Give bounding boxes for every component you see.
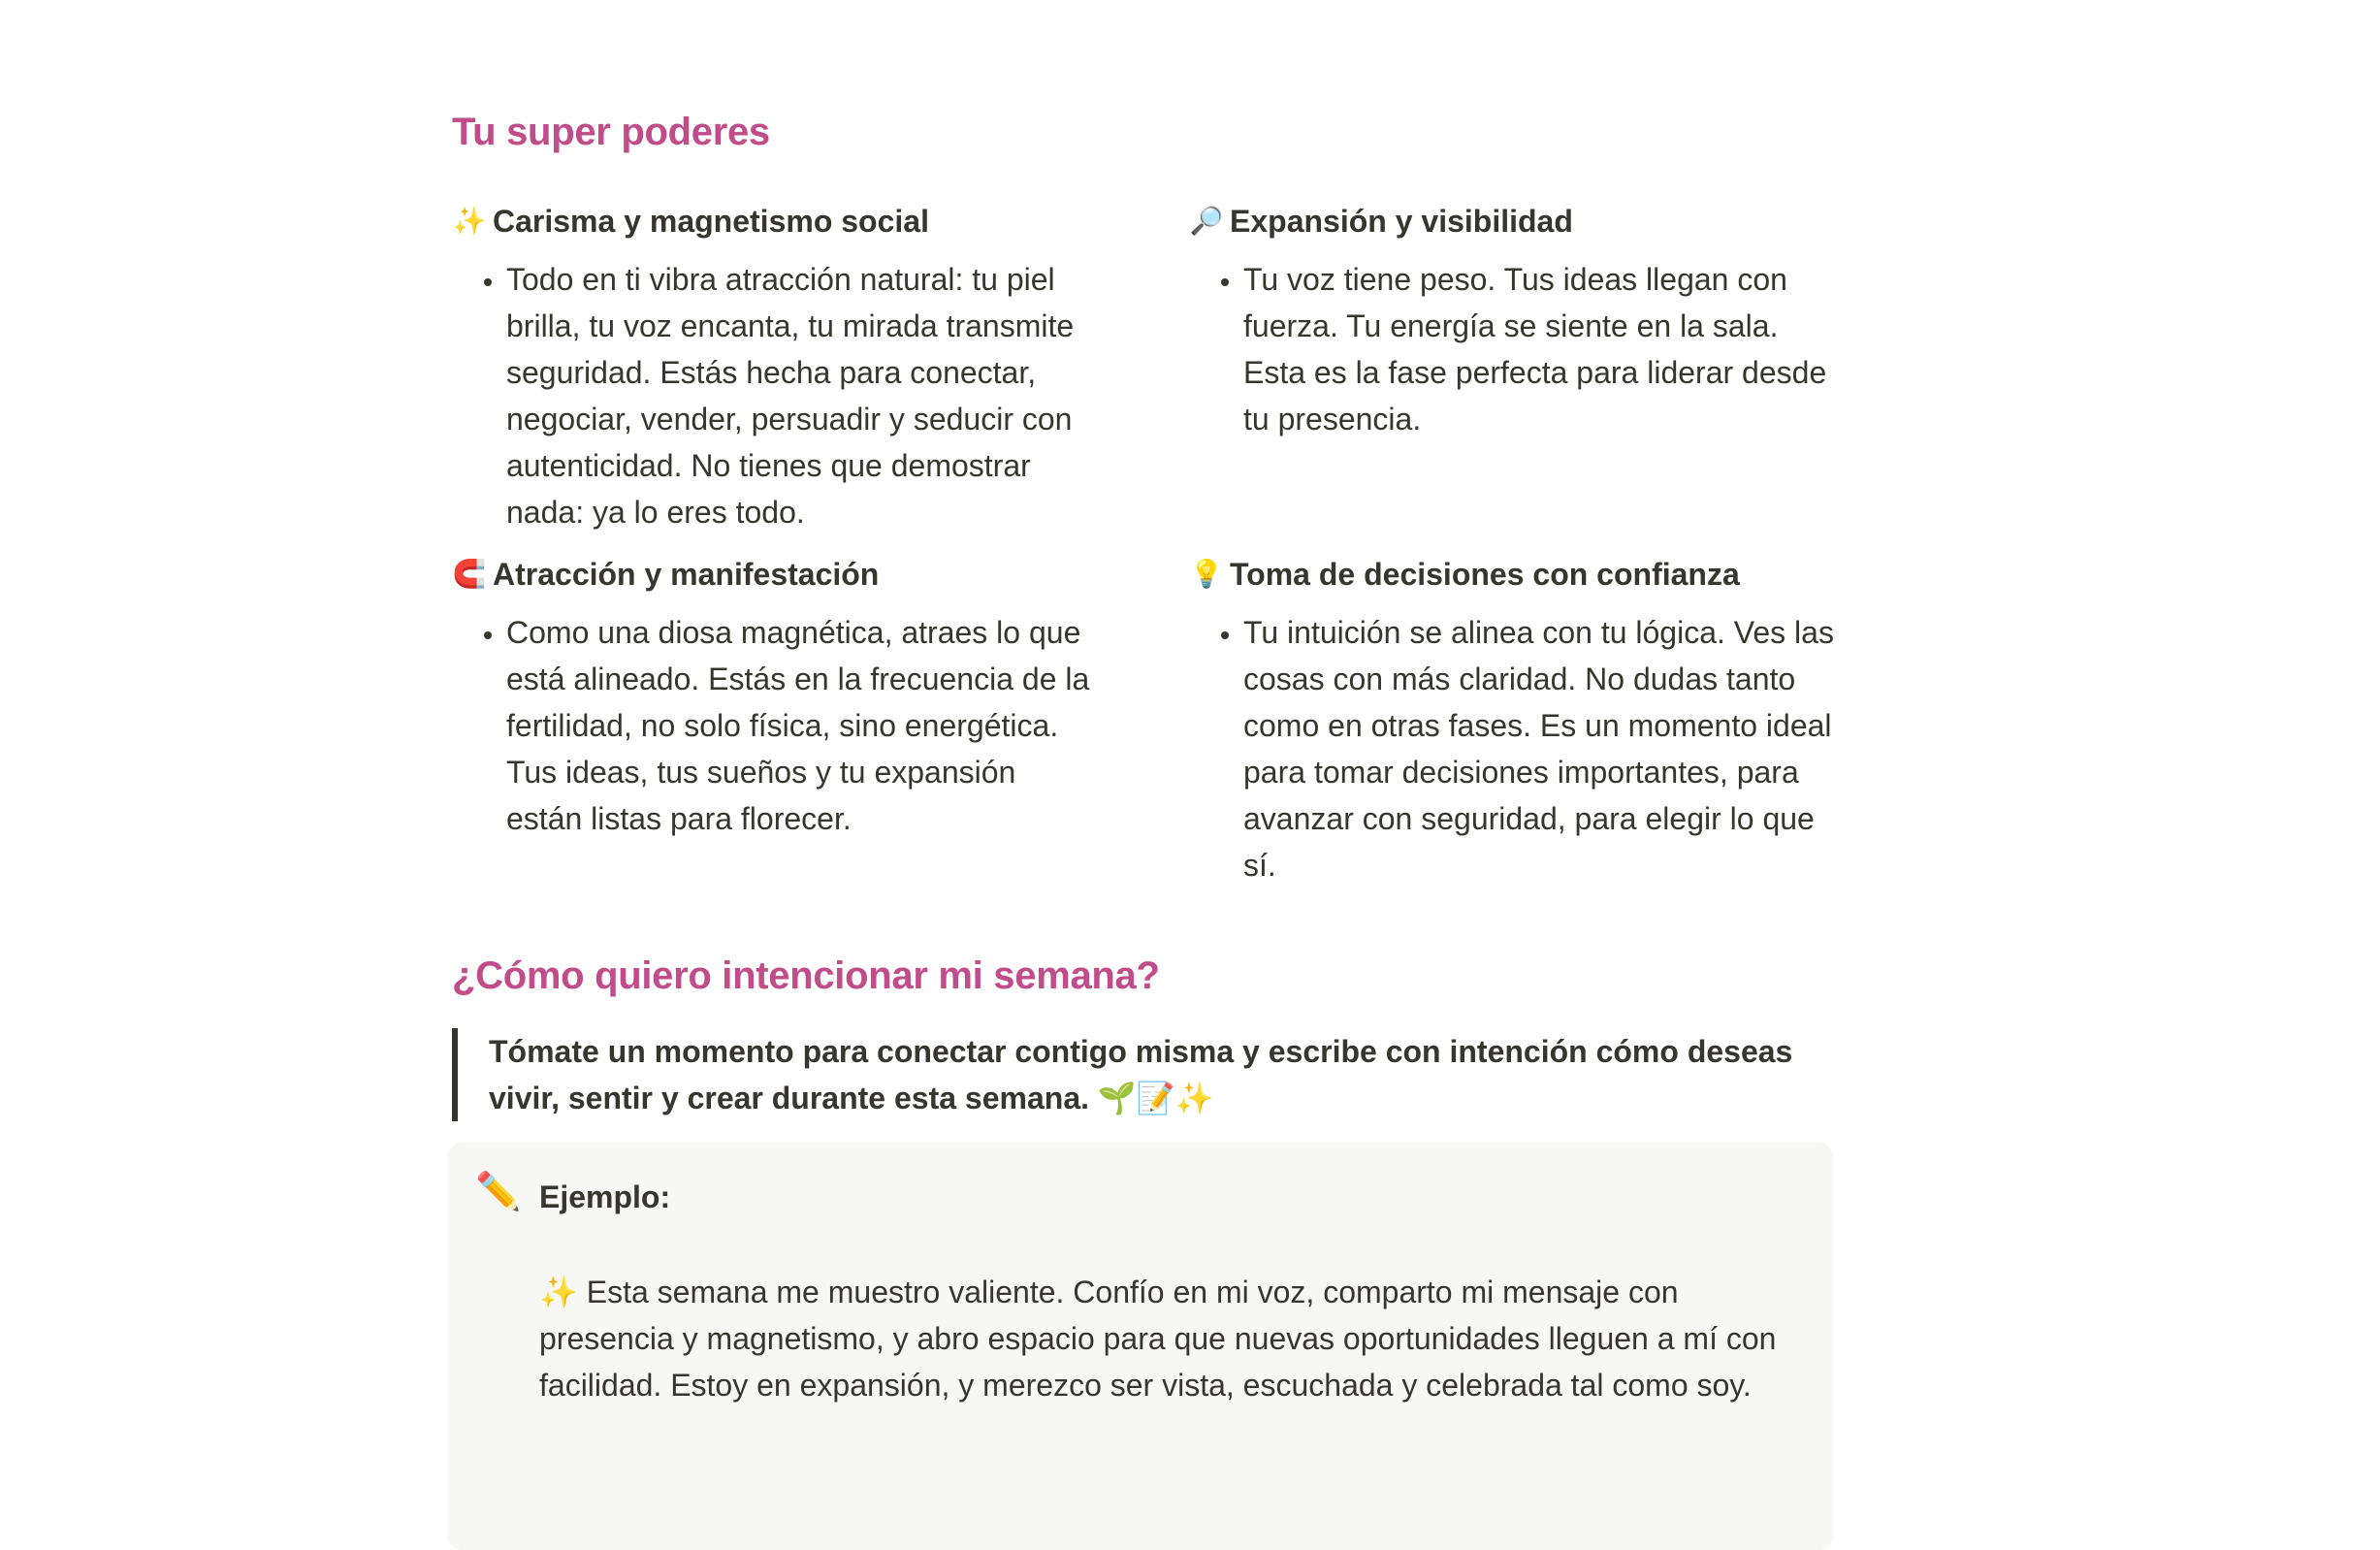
power-block-decisions (1189, 551, 1837, 888)
magnifier-icon: 🔎 (1189, 206, 1224, 236)
power-list (452, 256, 1100, 535)
magnet-icon: 🧲 (452, 559, 487, 589)
power-title-text: Toma de decisiones con confianza (1230, 557, 1740, 592)
power-list (1189, 609, 1837, 888)
power-title-text: Carisma y magnetismo social (493, 204, 929, 239)
power-title[interactable] (1189, 551, 1837, 597)
callout-text[interactable]: ✨ Esta semana me muestro valiente. Confío en mi voz, comparto mi mensaje con presencia y magnetismo, y abro espacio para que nuevas oportunidades lleguen a mí con facilidad. Estoy en expansión, y merezco ser vista, escuchada y celebrada tal como soy. (539, 1275, 1777, 1403)
pencil-icon[interactable]: ✏️ (475, 1172, 522, 1212)
list-item[interactable]: • Tu voz tiene peso. Tus ideas llegan con fuerza. Tu energía se siente en la sala. Esta es la fase perfecta para liderar desde tu presencia. (1243, 256, 1837, 442)
callout-body (539, 1174, 1794, 1492)
lightbulb-icon: 💡 (1189, 559, 1224, 589)
list-item[interactable]: • Como una diosa magnética, atraes lo que está alineado. Estás en la frecuencia de la fertilidad, no solo física, sino energética. Tus ideas, tus sueños y tu expansión están listas para florecer. (506, 609, 1100, 842)
power-title[interactable] (452, 551, 1100, 597)
power-title[interactable] (1189, 198, 1837, 244)
power-list (452, 609, 1100, 842)
power-block-charisma (452, 198, 1100, 535)
callout-example[interactable] (448, 1143, 1833, 1550)
section-heading-powers[interactable]: Tu super poderes (452, 111, 770, 153)
power-title-text: Atracción y manifestación (493, 557, 880, 592)
quote-block[interactable]: Tómate un momento para conectar contigo misma y escribe con intención cómo deseas vivir, sentir y crear durante esta semana. 🌱📝✨ (452, 1028, 1837, 1121)
list-item[interactable]: • Tu intuición se alinea con tu lógica. Ves las cosas con más claridad. No dudas tanto como en otras fases. Es un momento ideal para tomar decisiones importantes, para avanzar con seguridad, para elegir lo que sí. (1243, 609, 1837, 888)
power-block-attraction (452, 551, 1100, 888)
powers-grid (452, 198, 1837, 904)
callout-title[interactable]: Ejemplo: (539, 1179, 671, 1214)
sparkles-icon: ✨ (452, 206, 487, 236)
power-list (1189, 256, 1837, 442)
power-title[interactable] (452, 198, 1100, 244)
section-heading-week[interactable]: ¿Cómo quiero intencionar mi semana? (452, 954, 1160, 997)
page-content (452, 107, 1837, 1550)
power-block-expansion (1189, 198, 1837, 535)
power-title-text: Expansión y visibilidad (1230, 204, 1573, 239)
list-item[interactable]: • Todo en ti vibra atracción natural: tu piel brilla, tu voz encanta, tu mirada transmite seguridad. Estás hecha para conectar, negociar, vender, persuadir y seducir con autenticidad. No tienes que demostrar nada: ya lo eres todo. (506, 256, 1100, 535)
